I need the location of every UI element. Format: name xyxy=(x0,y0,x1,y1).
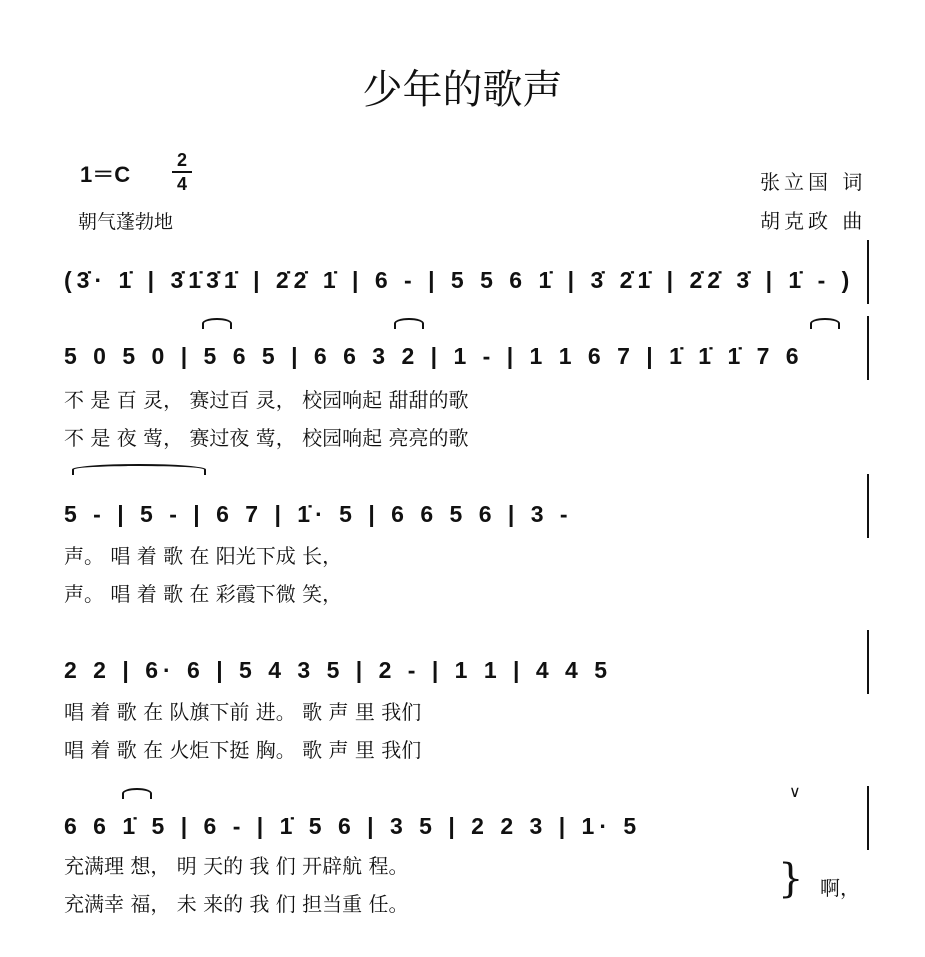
barline xyxy=(867,786,869,850)
score-row-2 xyxy=(0,316,925,380)
breath-mark: ∨ xyxy=(789,782,801,801)
notation-line: 5 0 5 0 | 5 6 5 | 6 6 3 2 | 1 - | 1 1 6 7 | 1̇ 1̇ 1̇ 7 6 xyxy=(64,343,804,369)
score-row-4 xyxy=(0,630,925,694)
lyric-verse-2: 充满幸 福， 未 来的 我 们 担当重 任。 xyxy=(64,892,409,916)
time-signature xyxy=(170,150,194,194)
song-title: 少年的歌声 xyxy=(362,67,563,113)
lyric-verse-1: 充满理 想， 明 天的 我 们 开辟航 程。 xyxy=(64,854,409,878)
lyric-verse-2: 声。 唱 着 歌 在 彩霞下微 笑， xyxy=(64,582,343,606)
notation-line: 6 6 1̇ 5 | 6 - | 1̇ 5 6 | 3 5 | 2 2 3 | 1· 5 xyxy=(64,813,642,839)
lyric-verse-1: 唱 着 歌 在 队旗下前 进。 歌 声 里 我们 xyxy=(64,700,422,724)
score-row-3 xyxy=(0,474,925,538)
slur-mark xyxy=(122,788,152,799)
barline xyxy=(867,474,869,538)
key-signature: 1＝C xyxy=(80,162,131,187)
tempo-marking: 朝气蓬勃地 xyxy=(78,211,174,233)
time-signature-divider xyxy=(172,171,192,173)
score-row-intro xyxy=(0,240,925,304)
lyric-verse-2: 不 是 夜 莺， 赛过夜 莺， 校园响起 亮亮的歌 xyxy=(64,426,469,450)
lyric-verse-1: 不 是 百 灵， 赛过百 灵， 校园响起 甜甜的歌 xyxy=(64,388,469,412)
notation-line: (3̇· 1̇ | 3̇1̇3̇1̇ | 2̇2̇ 1̇ | 6 - | 5 5 6 1̇ | 3̇ 2̇1̇ | 2̇2̇ 3̇ | 1̇ - ) xyxy=(64,267,855,293)
notation-line: 5 - | 5 - | 6 7 | 1̇· 5 | 6 6 5 6 | 3 - xyxy=(64,501,573,527)
verse-brace: } xyxy=(778,856,804,902)
barline xyxy=(867,316,869,380)
notation-line: 2 2 | 6· 6 | 5 4 3 5 | 2 - | 1 1 | 4 4 5 xyxy=(64,657,612,683)
barline xyxy=(867,630,869,694)
composer-credit: 胡克政 曲 xyxy=(760,209,867,233)
time-signature-top: 2 xyxy=(176,150,187,170)
barline xyxy=(867,240,869,304)
time-signature-bottom: 4 xyxy=(176,174,187,194)
slur-mark xyxy=(394,318,424,329)
lyric-verse-2: 唱 着 歌 在 火炬下挺 胸。 歌 声 里 我们 xyxy=(64,738,422,762)
lyric-verse-1: 声。 唱 着 歌 在 阳光下成 长， xyxy=(64,544,343,568)
slur-mark xyxy=(72,464,206,475)
slur-mark xyxy=(202,318,232,329)
aside-lyric: 啊， xyxy=(820,876,860,900)
score-row-5 xyxy=(0,786,925,850)
lyricist-credit: 张立国 词 xyxy=(760,170,867,194)
slur-mark xyxy=(810,318,840,329)
